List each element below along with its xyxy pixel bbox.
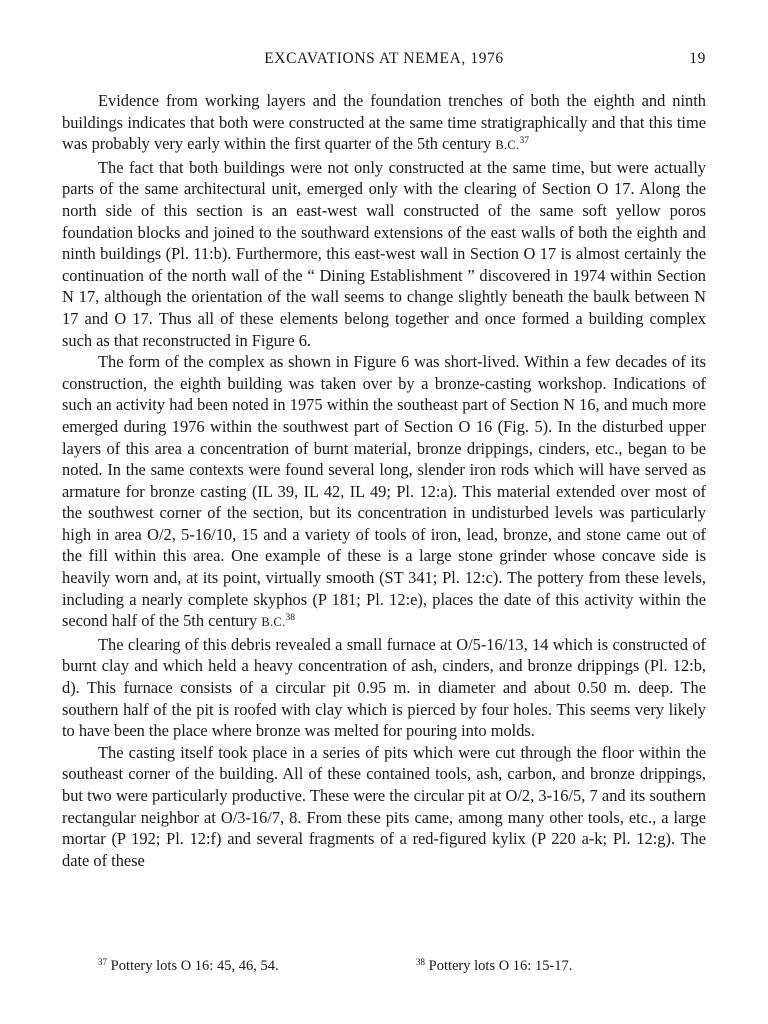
footnote-number: 37 [98, 957, 107, 967]
era-abbreviation: B.C. [261, 615, 286, 630]
paragraph-text: The clearing of this debris revealed a small furnace at O/5-16/13, 14 which is constructed of burnt clay and which held a heavy concentration of ash, cinders, and bronze drippings (Pl. 12:b, d). This furnace consists of a circular pit 0.95 m. in diameter and about 0.50 m. deep. The southern half of the pit is roofed with clay which is pierced by four holes. This seems very likely to have been the place where bronze was melted for pouring into molds. [62, 634, 706, 741]
footnote-number: 38 [416, 957, 425, 967]
paragraph [62, 157, 706, 351]
footnote [98, 958, 279, 975]
paragraph [62, 742, 706, 872]
page-number: 19 [689, 50, 706, 67]
footnote-ref: 37 [519, 136, 529, 147]
body-text [62, 90, 706, 871]
footnote-text: Pottery lots O 16: 45, 46, 54. [110, 958, 279, 974]
footnote-ref: 38 [285, 613, 295, 624]
paragraph-text: Evidence from working layers and the foundation trenches of both the eighth and ninth buildings indicates that both were constructed at the same time stratigraphically and that this time was probably very early within the first quarter of the 5th century [62, 91, 706, 154]
paragraph-text: The casting itself took place in a series of pits which were cut through the floor within the southeast corner of the building. All of these contained tools, ash, carbon, and bronze drippings, but two were particularly productive. These were the circular pit at O/2, 3-16/5, 7 and its southern rectangular neighbor at O/3-16/7, 8. From these pits came, among many other tools, etc., a large mortar (P 192; Pl. 12:f) and several fragments of a red-figured kylix (P 220 a-k; Pl. 12:g). The date of these [62, 742, 706, 870]
footnotes [98, 958, 718, 978]
paragraph [62, 351, 706, 634]
paragraph-text: The form of the complex as shown in Figure 6 was short-lived. Within a few decades of its construction, the eighth building was taken over by a bronze-casting workshop. Indications of such an activity had been noted in 1975 within the southeast part of Section N 16, and much more emerged during 1976 within the southwest part of Section O 16 (Fig. 5). In the disturbed upper layers of this area a concentration of burnt material, bronze drippings, cinders, etc., began to be noted. In the same contexts were found several long, slender iron rods which will have served as armature for bronze casting (IL 39, IL 42, IL 49; Pl. 12:a). This material extended over most of the southwest corner of the section, but its concentration in undisturbed levels was particularly high in area O/2, 5-16/10, 15 and a variety of tools of iron, lead, bronze, and stone came out of the fill within this area. One example of these is a large stone grinder whose concave side is heavily worn and, at its point, virtually smooth (ST 341; Pl. 12:c). The pottery from these levels, including a nearly complete skyphos (P 181; Pl. 12:e), places the date of this activity within the second half of the 5th century [62, 352, 706, 631]
footnote-text: Pottery lots O 16: 15-17. [428, 958, 573, 974]
running-head [62, 50, 706, 72]
paragraph [62, 634, 706, 742]
running-title: EXCAVATIONS AT NEMEA, 1976 [264, 50, 504, 67]
footnote [416, 958, 572, 975]
era-abbreviation: B.C. [495, 138, 520, 153]
paragraph-text: The fact that both buildings were not only constructed at the same time, but were actually parts of the same architectural unit, emerged only with the clearing of Section O 17. Along the north side of this section is an east-west wall constructed of the same soft yellow poros foundation blocks and joined to the southward extensions of the east walls of both the eighth and ninth buildings (Pl. 11:b). Furthermore, this east-west wall in Section O 17 is almost certainly the continuation of the north wall of the “ Dining Establishment ” discovered in 1974 within Section N 17, although the orientation of the wall seems to change slightly beneath the baulk between N 17 and O 17. Thus all of these elements belong together and once formed a building complex such as that reconstructed in Figure 6. [62, 157, 706, 350]
paragraph [62, 90, 706, 157]
